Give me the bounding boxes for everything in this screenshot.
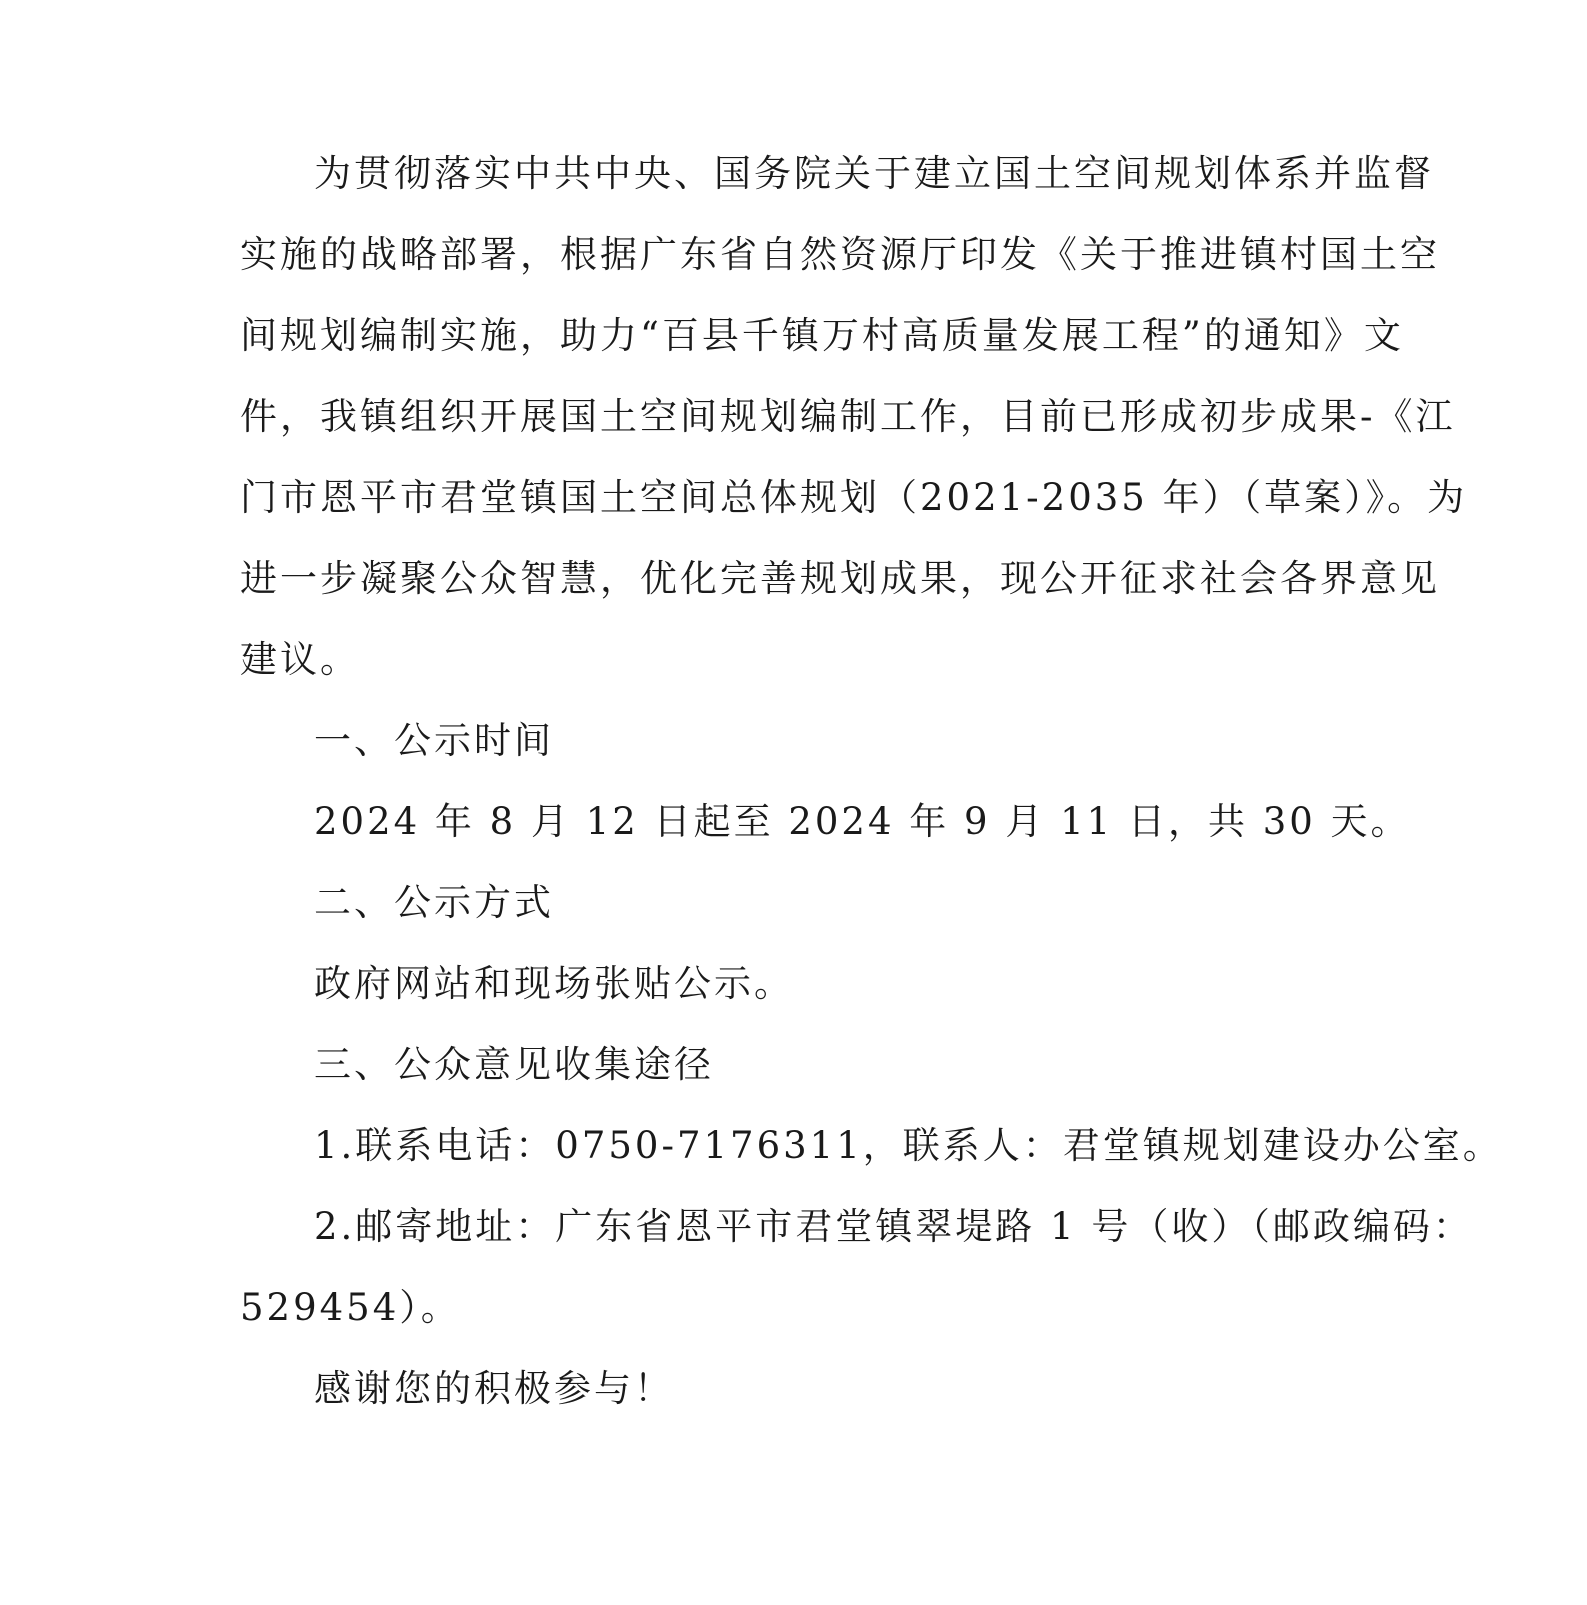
intro-line: 实施的战略部署，根据广东省自然资源厅印发《关于推进镇村国土空 (240, 233, 1440, 276)
mailing-address-item: 2.邮寄地址：广东省恩平市君堂镇翠堤路 1 号（收）（邮政编码： (314, 1205, 1473, 1248)
publicity-method-text: 政府网站和现场张贴公示。 (314, 962, 794, 1005)
publicity-time-text: 2024 年 8 月 12 日起至 2024 年 9 月 11 日，共 30 天。 (314, 800, 1411, 843)
contact-phone-item: 1.联系电话：0750-7176311，联系人：君堂镇规划建设办公室。 (314, 1124, 1503, 1167)
closing-text: 感谢您的积极参与！ (314, 1367, 674, 1410)
intro-line: 件，我镇组织开展国土空间规划编制工作，目前已形成初步成果-《江 (240, 395, 1456, 438)
section-heading-feedback-channels: 三、公众意见收集途径 (314, 1043, 714, 1086)
intro-line: 建议。 (240, 638, 360, 681)
intro-line: 进一步凝聚公众智慧，优化完善规划成果，现公开征求社会各界意见 (240, 557, 1440, 600)
intro-line: 为贯彻落实中共中央、国务院关于建立国土空间规划体系并监督 (314, 152, 1434, 195)
intro-line: 门市恩平市君堂镇国土空间总体规划（2021-2035 年）（草案）》。为 (240, 476, 1468, 519)
mailing-address-postcode: 529454）。 (240, 1286, 461, 1329)
section-heading-publicity-method: 二、公示方式 (314, 881, 554, 924)
section-heading-publicity-time: 一、公示时间 (314, 719, 554, 762)
intro-paragraph (240, 133, 1468, 700)
intro-line: 间规划编制实施，助力“百县千镇万村高质量发展工程”的通知》文 (240, 314, 1404, 357)
